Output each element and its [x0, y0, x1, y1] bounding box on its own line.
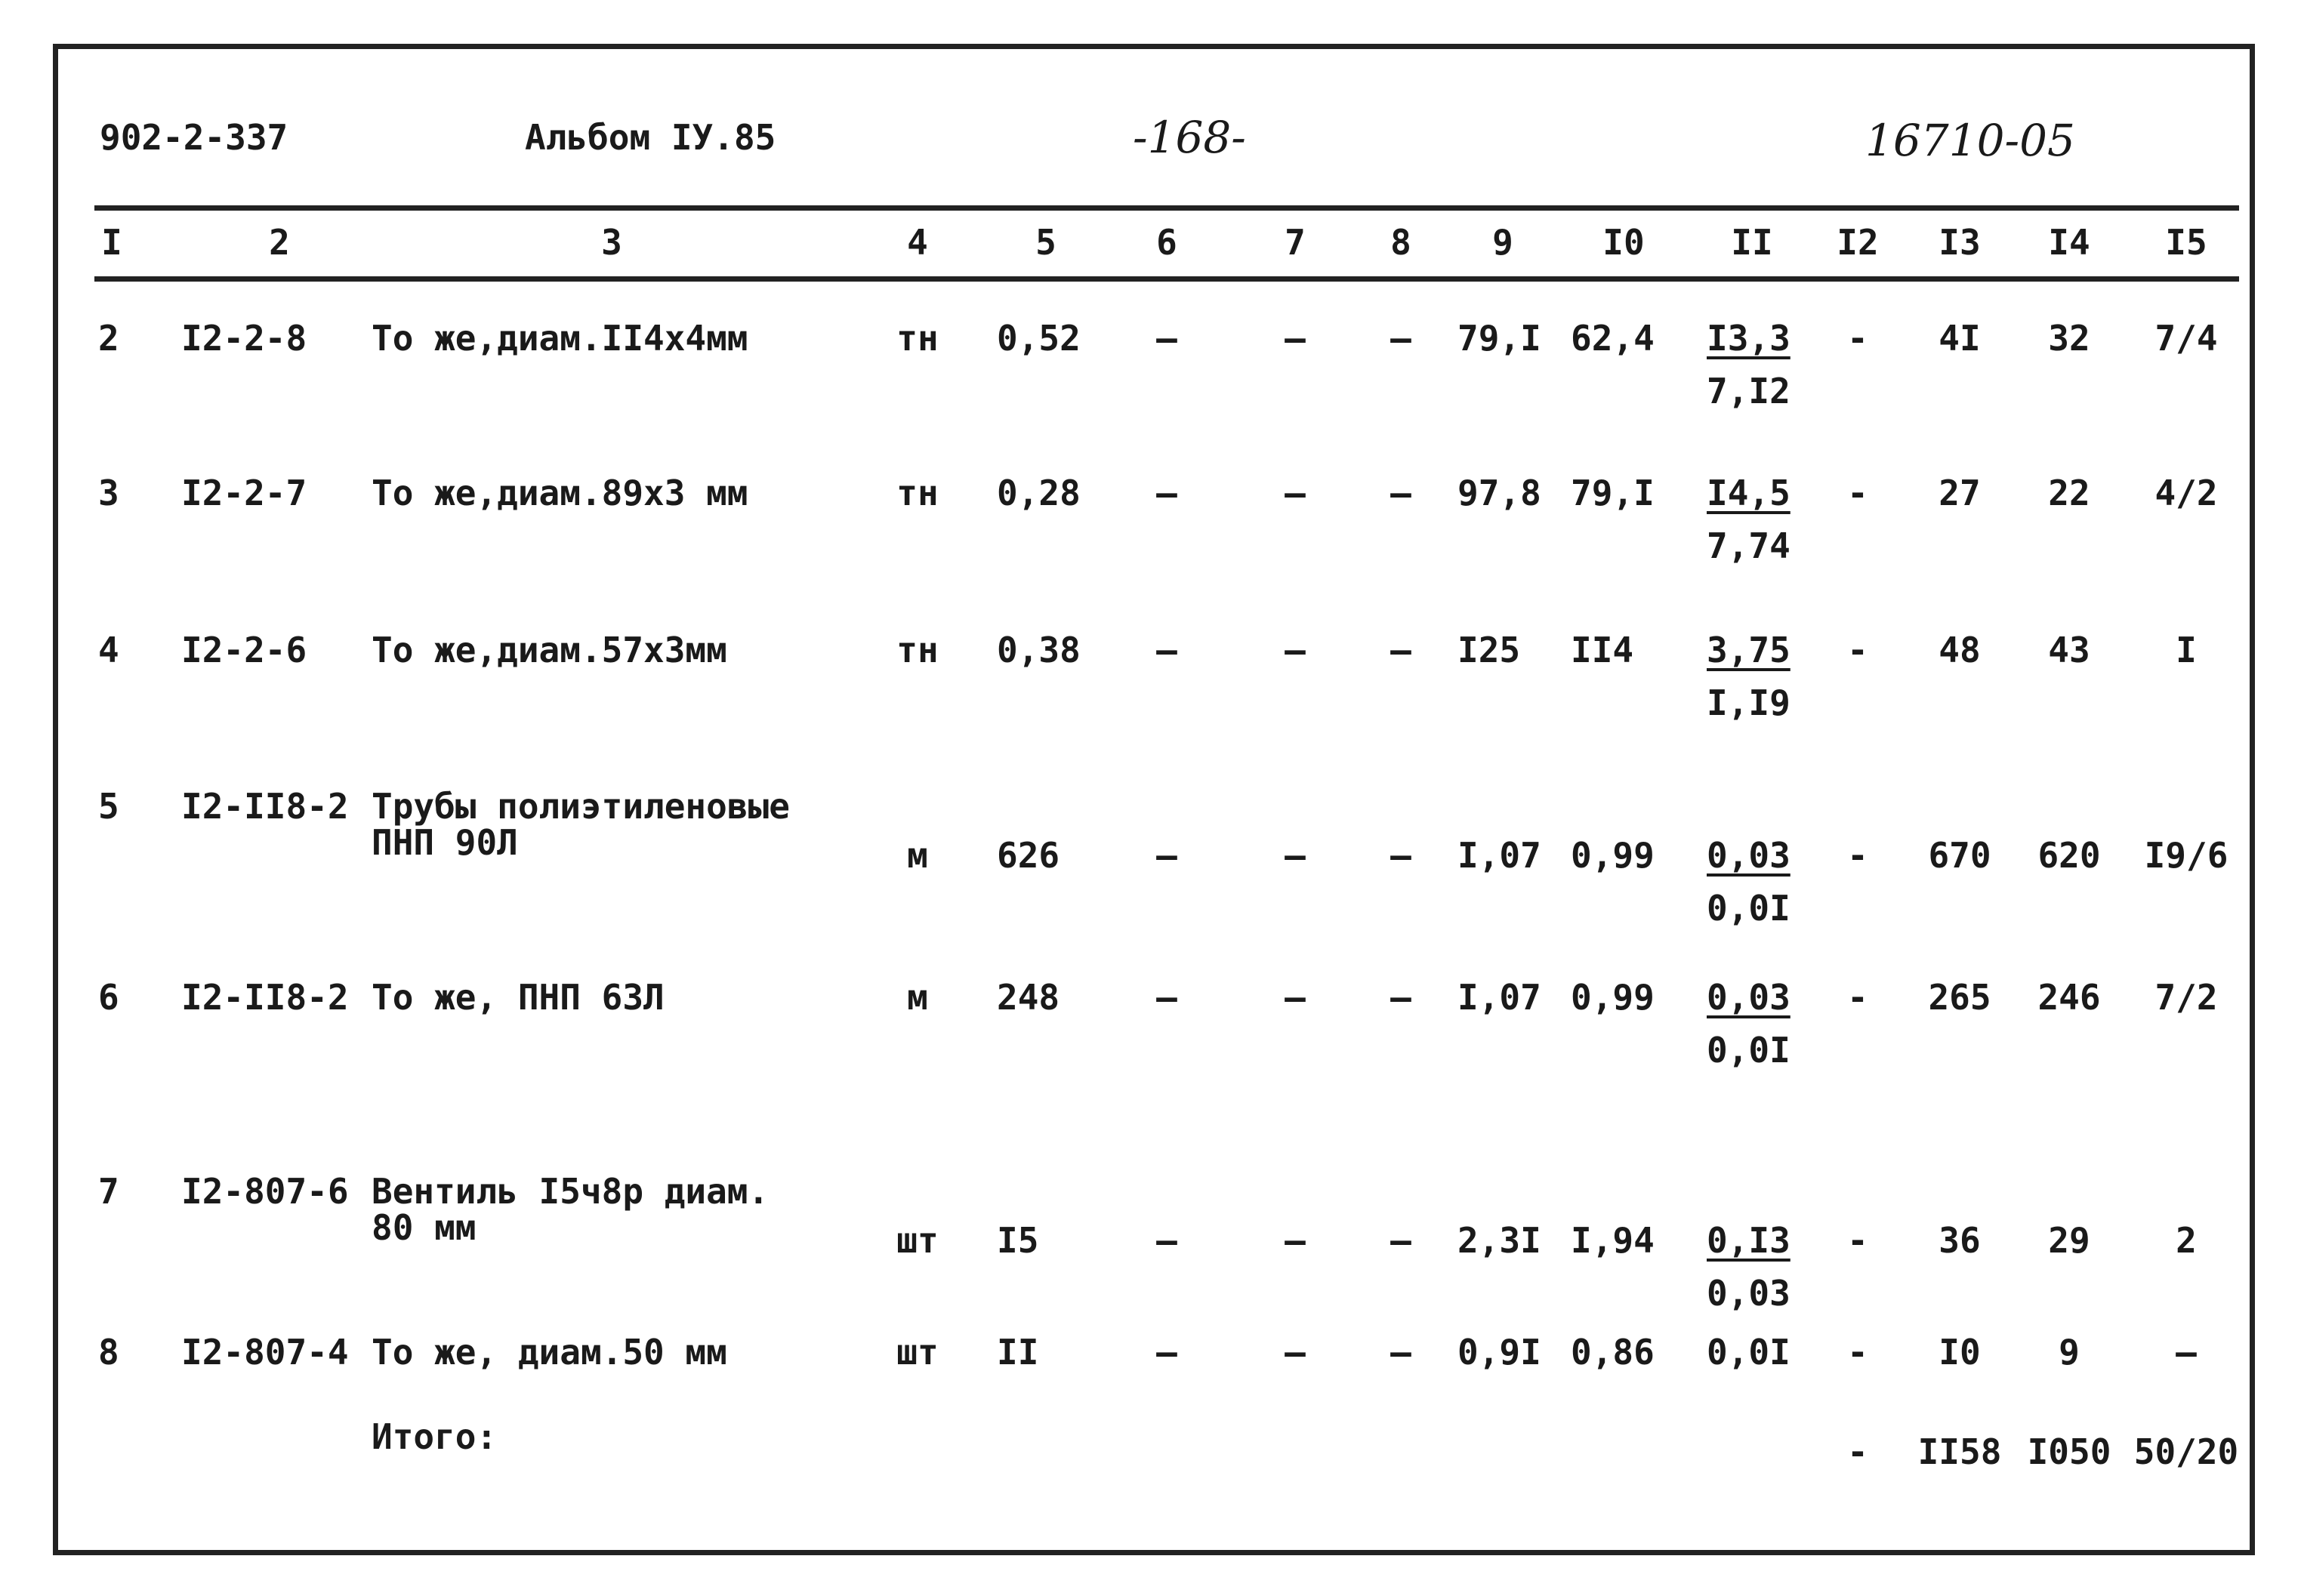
- inventory-number: 16710-05: [1865, 115, 2075, 166]
- cell-value: –: [1156, 1332, 1177, 1373]
- cell-value: тн: [896, 473, 939, 513]
- cell-value: 79,I: [1457, 318, 1541, 359]
- column-number: 9: [1492, 222, 1513, 263]
- cell-value: 48: [1939, 630, 1981, 670]
- cell-value: –: [1390, 977, 1411, 1018]
- cell-value: 0,99: [1571, 977, 1655, 1018]
- fraction-denominator: 7,I2: [1707, 371, 1791, 411]
- cell-value: 0,0I: [1707, 1332, 1791, 1373]
- cell-value: 626: [997, 835, 1060, 876]
- fraction-numerator: 3,75: [1707, 630, 1791, 670]
- rate-code: I2-807-4: [181, 1332, 349, 1373]
- cell-value: –: [1390, 1220, 1411, 1261]
- item-name: То же, ПНП 63Л: [372, 977, 665, 1018]
- cell-value: 97,8: [1457, 473, 1541, 513]
- column-number: I0: [1602, 222, 1645, 263]
- fraction-numerator: 0,03: [1707, 977, 1791, 1018]
- cell-value: шт: [896, 1220, 939, 1261]
- cell-value: –: [1285, 1332, 1306, 1373]
- cell-value: -: [1847, 835, 1868, 876]
- cell-value: –: [1390, 473, 1411, 513]
- row-number: 7: [98, 1171, 119, 1212]
- cell-value: 248: [997, 977, 1060, 1018]
- cell-value: –: [1156, 835, 1177, 876]
- cell-value: -: [1847, 473, 1868, 513]
- cell-value: 62,4: [1571, 318, 1655, 359]
- cell-value: I0: [1939, 1332, 1981, 1373]
- cell-value: –: [1285, 318, 1306, 359]
- cell-value: –: [1285, 977, 1306, 1018]
- cell-value: 0,28: [997, 473, 1081, 513]
- total-label: Итого:: [372, 1416, 498, 1457]
- cell-value: тн: [896, 630, 939, 670]
- page-number: -168-: [1133, 112, 1246, 163]
- cell-value: -: [1847, 318, 1868, 359]
- column-number: 6: [1156, 222, 1177, 263]
- cell-value: –: [1156, 318, 1177, 359]
- column-number: 2: [269, 222, 290, 263]
- cell-value: 246: [2037, 977, 2101, 1018]
- item-name-continued: 80 мм: [372, 1207, 477, 1248]
- cell-value: 0,86: [1571, 1332, 1655, 1373]
- cell-value: –: [1390, 318, 1411, 359]
- fraction-numerator: I3,3: [1707, 318, 1791, 359]
- cell-value: тн: [896, 318, 939, 359]
- cell-value: –: [1390, 1332, 1411, 1373]
- cell-value: 7/4: [2154, 318, 2218, 359]
- item-name: То же,диам.89х3 мм: [372, 473, 748, 513]
- cell-value: 32: [2048, 318, 2090, 359]
- cell-value: –: [1156, 1220, 1177, 1261]
- cell-value: I,07: [1457, 835, 1541, 876]
- column-number: I3: [1939, 222, 1981, 263]
- cell-value: 9: [2059, 1332, 2080, 1373]
- item-name: Трубы полиэтиленовые: [372, 786, 790, 827]
- rate-code: I2-II8-2: [181, 786, 349, 827]
- header-rule-bottom: [94, 276, 2239, 282]
- cell-value: II: [997, 1332, 1039, 1373]
- album-label: Альбом IУ.85: [525, 117, 776, 158]
- cell-value: 0,9I: [1457, 1332, 1541, 1373]
- item-name-continued: ПНП 90Л: [372, 822, 518, 863]
- cell-value: м: [907, 977, 928, 1018]
- item-name: Вентиль I5ч8р диам.: [372, 1171, 770, 1212]
- cell-value: –: [2176, 1332, 2197, 1373]
- cell-value: 620: [2037, 835, 2101, 876]
- cell-value: 670: [1928, 835, 1991, 876]
- column-number: 7: [1285, 222, 1306, 263]
- cell-value: I: [2176, 630, 2197, 670]
- cell-value: –: [1285, 630, 1306, 670]
- column-number: 3: [601, 222, 622, 263]
- fraction-numerator: I4,5: [1707, 473, 1791, 513]
- fraction-denominator: 0,0I: [1707, 888, 1791, 929]
- cell-value: 79,I: [1571, 473, 1655, 513]
- total-c14: I050: [2027, 1431, 2111, 1472]
- cell-value: 22: [2048, 473, 2090, 513]
- cell-value: –: [1156, 630, 1177, 670]
- column-number: 5: [1035, 222, 1056, 263]
- cell-value: 29: [2048, 1220, 2090, 1261]
- cell-value: I25: [1457, 630, 1521, 670]
- item-name: То же,диам.57х3мм: [372, 630, 727, 670]
- column-number: I: [101, 222, 122, 263]
- rate-code: I2-2-8: [181, 318, 307, 359]
- cell-value: I9/6: [2144, 835, 2229, 876]
- cell-value: 43: [2048, 630, 2090, 670]
- column-number: 4: [907, 222, 928, 263]
- cell-value: –: [1390, 630, 1411, 670]
- column-number: 8: [1390, 222, 1411, 263]
- row-number: 3: [98, 473, 119, 513]
- cell-value: –: [1156, 977, 1177, 1018]
- fraction-denominator: 0,0I: [1707, 1030, 1791, 1071]
- cell-value: -: [1847, 1332, 1868, 1373]
- row-number: 6: [98, 977, 119, 1018]
- fraction-numerator: 0,I3: [1707, 1220, 1791, 1261]
- cell-value: 0,99: [1571, 835, 1655, 876]
- rate-code: I2-II8-2: [181, 977, 349, 1018]
- row-number: 2: [98, 318, 119, 359]
- cell-value: м: [907, 835, 928, 876]
- row-number: 8: [98, 1332, 119, 1373]
- row-number: 5: [98, 786, 119, 827]
- cell-value: 4I: [1939, 318, 1981, 359]
- cell-value: 0,52: [997, 318, 1081, 359]
- cell-value: I,94: [1571, 1220, 1655, 1261]
- fraction-denominator: I,I9: [1707, 682, 1791, 723]
- header-rule-top: [94, 205, 2239, 211]
- cell-value: –: [1285, 835, 1306, 876]
- cell-value: -: [1847, 1220, 1868, 1261]
- item-name: То же,диам.II4х4мм: [372, 318, 748, 359]
- cell-value: шт: [896, 1332, 939, 1373]
- cell-value: –: [1285, 473, 1306, 513]
- cell-value: 2: [2176, 1220, 2197, 1261]
- cell-value: –: [1285, 1220, 1306, 1261]
- cell-value: I,07: [1457, 977, 1541, 1018]
- cell-value: -: [1847, 630, 1868, 670]
- cell-value: 0,38: [997, 630, 1081, 670]
- column-number: I4: [2048, 222, 2090, 263]
- column-number: I5: [2165, 222, 2207, 263]
- cell-value: –: [1156, 473, 1177, 513]
- cell-value: 27: [1939, 473, 1981, 513]
- cell-value: -: [1847, 977, 1868, 1018]
- cell-value: 2,3I: [1457, 1220, 1541, 1261]
- cell-value: 36: [1939, 1220, 1981, 1261]
- rate-code: I2-2-7: [181, 473, 307, 513]
- doc-code: 902-2-337: [100, 117, 288, 158]
- fraction-numerator: 0,03: [1707, 835, 1791, 876]
- total-c13: II58: [1917, 1431, 2002, 1472]
- rate-code: I2-2-6: [181, 630, 307, 670]
- cell-value: 7/2: [2154, 977, 2218, 1018]
- column-number: II: [1731, 222, 1773, 263]
- row-number: 4: [98, 630, 119, 670]
- cell-value: 265: [1928, 977, 1991, 1018]
- cell-value: II4: [1571, 630, 1634, 670]
- rate-code: I2-807-6: [181, 1171, 349, 1212]
- fraction-denominator: 7,74: [1707, 525, 1791, 566]
- cell-value: I5: [997, 1220, 1039, 1261]
- total-c15: 50/20: [2133, 1431, 2239, 1472]
- cell-value: –: [1390, 835, 1411, 876]
- total-c12: -: [1847, 1431, 1868, 1472]
- item-name: То же, диам.50 мм: [372, 1332, 727, 1373]
- column-number: I2: [1837, 222, 1879, 263]
- fraction-denominator: 0,03: [1707, 1273, 1791, 1314]
- cell-value: 4/2: [2154, 473, 2218, 513]
